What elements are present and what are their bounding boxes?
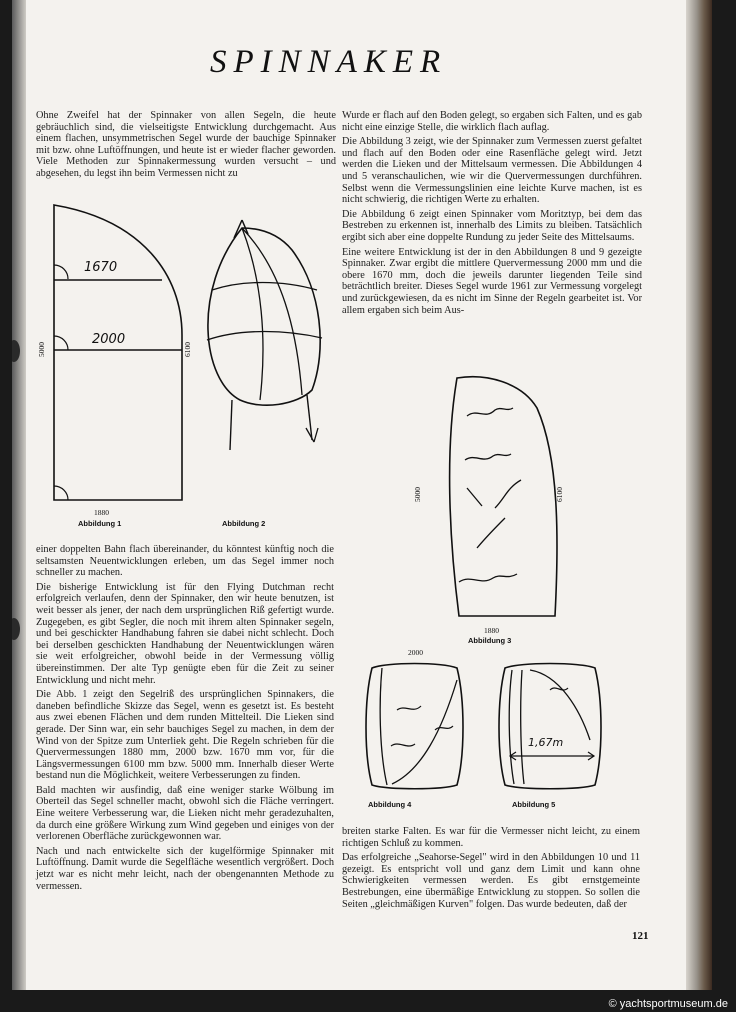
fig1-caption: Abbildung 1 [78, 519, 122, 528]
fig1-width-top: 1670 [84, 260, 118, 275]
fig4-caption: Abbildung 4 [368, 800, 412, 809]
page-binding-shadow [12, 0, 26, 990]
page-edge-shadow [686, 0, 712, 990]
figure-3-folded-spinnaker [437, 368, 567, 623]
paragraph: Nach und nach entwickelte sich der kugelförmige Spinnaker mit Luftöffnung. Damit wurde die Segelfläche wesentlich vergrößert. Doch jetzt war es nicht mehr leicht, nach der obengenannten Methode zu vermessen. [36, 845, 334, 892]
fig1-height-left: 5000 [37, 342, 46, 357]
paragraph: breiten starke Falten. Es war für die Vermesser nicht leicht, zu einem richtigen Schluß zu kommen. [342, 826, 640, 849]
fig2-caption: Abbildung 2 [222, 519, 266, 528]
figure-1-sail-plan [42, 195, 202, 525]
figure-2-sail-sketch [202, 210, 332, 480]
fig3-height-right: 6100 [555, 487, 564, 502]
fig4-width-top: 2000 [408, 648, 423, 657]
book-page [12, 0, 712, 990]
paragraph: Die Abbildung 3 zeigt, wie der Spinnaker zum Vermessen zuerst gefaltet und flach auf den Boden oder eine Rasenfläche gelegt wird. Jetzt werden die Lieken und der Mittelsaum vermessen. Die Abbildungen 4 und 5 veranschaulichen, wie wir die Quervermessungen durchführen. Selbst wenn die Vermessungslinien eine leichte Kurve machen, ist es nicht schwierig, die richtigen Werte zu erhalten. [342, 136, 642, 206]
paragraph: Eine weitere Entwicklung ist der in den Abbildungen 8 und 9 gezeigte Spinnaker. Zwar ergibt die mittlere Quervermessung 2000 mm und die obere 1670 mm, doch die jeweils darunter liegenden Teile sind beträchtlich breiter. Dieses Segel wurde 1961 zur Vermessung vorgelegt und zurückgewiesen, da es nicht im Sinne der Regeln gearbeitet ist. Vor allem ergaben sich beim Aus- [342, 246, 642, 316]
paragraph: Die bisherige Entwicklung ist für den Flying Dutchman recht erfolgreich verlaufen, denn der Spinnaker, den wir heute benutzen, ist weit besser als jener, der nach dem ursprünglichen Riß gefertigt wurde. Zugegeben, es gibt Segler, die noch mit ihrem alten Spinnaker segeln, und bei geschickter Handhabung fahren sie dabei nicht schlecht. Doch bei derselben geschickten Handhabung der Neuentwicklungen wären sie weit erfolgreicher, obwohl beide in der Vermessung völlig übereinstimmen. Der alte Typ genügte eben für die Zeit zu seiner Entwicklung und nicht mehr. [36, 581, 334, 686]
fig1-width-bottom: 1880 [94, 508, 109, 517]
page-number: 121 [632, 930, 649, 942]
paragraph: Wurde er flach auf den Boden gelegt, so ergaben sich Falten, und es gab nicht eine einzige Stelle, die wirklich flach auflag. [342, 110, 642, 133]
page-title: SPINNAKER [210, 44, 448, 80]
fig1-height-right: 6100 [183, 342, 192, 357]
paragraph: Ohne Zweifel hat der Spinnaker von allen Segeln, die heute gebräuchlich sind, die vielseitigste Entwicklung durchgemacht. Aus einem flachen, unsymmetrischen Segel wurde der bauchige Spinnaker mit bzw. ohne Luftöffnungen, und heute ist er wieder flacher geworden. Viele Methoden zur Spinnakermessung wurden versucht – und abgesehen, du legst ihn beim Vermessen nicht zu [36, 110, 336, 179]
paragraph: einer doppelten Bahn flach übereinander, du könntest künftig noch die seltsamsten Neuentwicklungen erleben, um das Segel immer noch schneller zu machen. [36, 544, 334, 579]
fig5-measure-label: 1,67m [528, 736, 564, 749]
paragraph: Die Abbildung 6 zeigt einen Spinnaker vom Moritztyp, bei dem das Bestreben zu erkennen ist, innerhalb des Limits zu bleiben. Tatsächlich ergibt sich aber eine doppelte Rundung zu jeder Seite des Mittelsaums. [342, 208, 642, 243]
left-column-bottom [36, 544, 334, 895]
paragraph: Das erfolgreiche „Seahorse-Segel" wird in den Abbildungen 10 und 11 gezeigt. Es entspricht voll und ganz dem Limit und kann ohne Schwierigkeiten vermessen werden. Es gibt ernstgemeinte Bestrebungen, eine übermäßige Entwicklung zu stoppen. So sollen die Seiten „gleichmäßigen Kurven" folgen. Das wurde bedeuten, daß der [342, 852, 640, 910]
paragraph: Die Abb. 1 zeigt den Segelriß des ursprünglichen Spinnakers, die daneben befindliche Skizze das Segel, wenn es gesetzt ist. Es besteht aus zwei ebenen Flächen und dem runden Mittelteil. Die Lieken sind gerade. Der Sinn war, ein sehr bauchiges Segel zu machen, in dem der Wind von der Spitze zum Unterliek geht. Die Regeln schrieben für die Quervermessungen 1880 mm, 2000 bzw. 1670 mm vor, für die Längsvermessungen 6100 mm bzw. 5000 mm. Innerhalb dieser Werte bestand nun die Möglichkeit, weitere Verbesserungen zu finden. [36, 689, 334, 782]
fig5-caption: Abbildung 5 [512, 800, 556, 809]
watermark: © yachtsportmuseum.de [608, 998, 728, 1010]
paragraph: Bald machten wir ausfindig, daß eine weniger starke Wölbung im Oberteil das Segel schneller macht, obwohl sich die Fläche verringert. Eine weitere Verbesserung war, die Lieken nicht mehr geradezuhalten, da durch eine größere Wirkung zum Wind gegeben und einiges von der verlorenen Oberfläche zurückgewonnen war. [36, 784, 334, 843]
fig3-caption: Abbildung 3 [468, 636, 512, 645]
right-column-bottom [342, 826, 640, 913]
figure-5-cross-measurement [490, 660, 610, 795]
fig3-height-left: 5000 [413, 487, 422, 502]
fig1-width-mid: 2000 [92, 332, 126, 347]
figure-4-cross-measurement [357, 660, 472, 795]
fig3-width-bottom: 1880 [484, 626, 499, 635]
right-column-top [342, 110, 642, 319]
left-column-top [36, 110, 336, 183]
